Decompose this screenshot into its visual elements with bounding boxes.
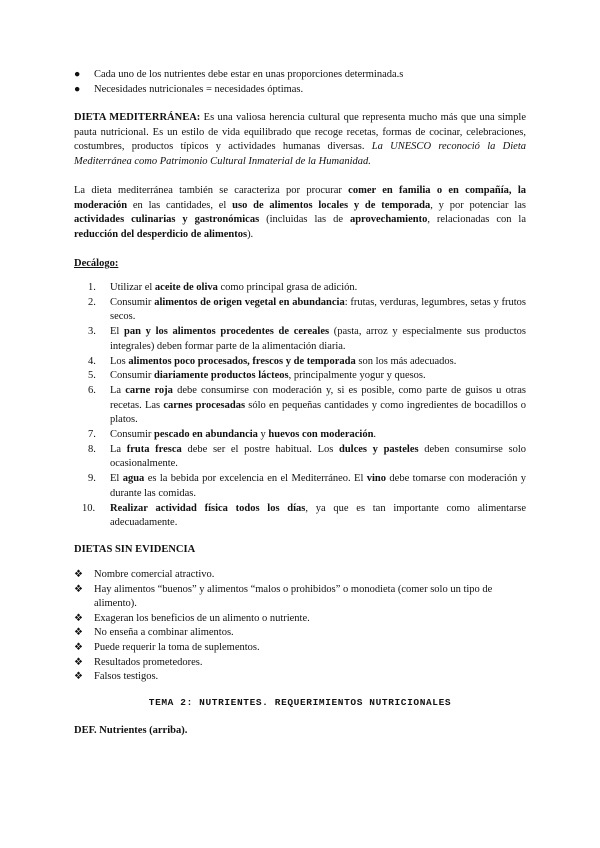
list-item bbox=[74, 443, 526, 472]
item-text: es la bebida por excelencia en el Mediterráneo. El bbox=[144, 473, 367, 485]
item-text: Consumir bbox=[110, 296, 155, 308]
paragraph-text: La dieta mediterránea también se caracteriza por procurar bbox=[74, 185, 349, 196]
bullet-icon: ● bbox=[74, 69, 81, 80]
item-number: 6. bbox=[88, 385, 96, 397]
emphasis: dulces y pasteles bbox=[339, 443, 419, 455]
item-number: 10. bbox=[82, 502, 96, 514]
item-text: La bbox=[110, 443, 127, 455]
list-item bbox=[74, 670, 534, 685]
intro-bullet-list bbox=[74, 68, 534, 97]
item-number: 8. bbox=[88, 443, 96, 455]
diamond-bullet-icon: ❖ bbox=[74, 627, 83, 639]
item-number: 4. bbox=[88, 355, 96, 367]
item-text: Consumir bbox=[110, 429, 155, 441]
item-text: La bbox=[110, 385, 126, 397]
list-item-text: Resultados prometedores. bbox=[94, 656, 203, 668]
item-text: deben consumirse solo ocasionalmente. bbox=[110, 443, 527, 470]
list-item bbox=[74, 612, 534, 627]
paragraph-text: Es una valiosa herencia cultural que representa mucho más que una simple pauta nutricional. Es un estilo de vida equilibrado que recoge recetas, formas de cocinar, celebraciones, costumbres, productos típicos y actividades humanas diversas. bbox=[74, 112, 527, 153]
emphasis: fruta fresca bbox=[126, 443, 182, 455]
emphasis: alimentos de origen vegetal en abundancia bbox=[154, 296, 345, 308]
decalogo-list bbox=[74, 281, 526, 531]
list-item bbox=[74, 626, 534, 641]
emphasis: vino bbox=[366, 473, 387, 485]
emphasis: actividades culinarias y gastronómicas bbox=[74, 214, 260, 226]
item-number: 1. bbox=[88, 282, 96, 293]
paragraph-text: (incluidas las de bbox=[259, 214, 350, 226]
list-item bbox=[74, 83, 534, 98]
item-text: como principal grasa de adición. bbox=[217, 282, 358, 293]
list-item bbox=[74, 369, 526, 384]
emphasis: aceite de oliva bbox=[154, 282, 218, 293]
list-item-text: Exageran los beneficios de un alimento o nutriente. bbox=[94, 612, 310, 624]
diamond-bullet-icon: ❖ bbox=[74, 656, 83, 668]
paragraph-text: ). bbox=[247, 228, 254, 240]
emphasis: diariamente productos lácteos bbox=[154, 370, 289, 382]
item-text: debe tomarse con moderación y durante las comidas. bbox=[110, 473, 526, 499]
item-text: Los bbox=[110, 355, 129, 367]
item-text: El bbox=[110, 473, 123, 485]
item-text: Consumir bbox=[110, 370, 155, 382]
diamond-bullet-icon: ❖ bbox=[74, 612, 83, 624]
diamond-bullet-icon: ❖ bbox=[74, 671, 83, 683]
list-item bbox=[74, 68, 534, 83]
list-item-text: Hay alimentos “buenos” y alimentos “malos o prohibidos” o monodieta (comer solo un tipo de alimento). bbox=[94, 583, 493, 610]
item-text: debe consumirse con moderación y, si es posible, como parte de guisos u otras recetas. Las bbox=[110, 385, 526, 411]
item-text: debe ser el postre habitual. Los bbox=[181, 443, 339, 455]
item-number: 9. bbox=[88, 473, 96, 485]
diamond-bullet-icon: ❖ bbox=[74, 583, 83, 595]
item-text: : frutas, verduras, legumbres, setas y frutos secos. bbox=[110, 296, 526, 323]
list-item-text: Nombre comercial atractivo. bbox=[94, 569, 215, 580]
emphasis: comer en familia o en compañía, la moderación bbox=[74, 185, 526, 211]
list-item-text: No enseña a combinar alimentos. bbox=[94, 627, 234, 639]
list-item bbox=[74, 656, 534, 671]
item-text: (pasta, arroz y especialmente sus productos integrales) deben formar parte de la alimentación diaria. bbox=[110, 326, 526, 352]
list-item bbox=[74, 325, 526, 354]
emphasis: uso de alimentos locales y de temporada bbox=[232, 199, 431, 211]
item-text: y bbox=[257, 429, 269, 441]
list-item bbox=[74, 281, 526, 296]
list-item bbox=[74, 355, 526, 370]
item-number: 3. bbox=[88, 326, 96, 338]
list-item-text: Necesidades nutricionales = necesidades óptimas. bbox=[94, 83, 304, 95]
tema-heading: TEMA 2: NUTRIENTES. REQUERIMIENTOS NUTRICIONALES bbox=[148, 697, 452, 708]
diamond-bullet-icon: ❖ bbox=[74, 641, 83, 653]
item-text: . bbox=[373, 429, 377, 441]
dieta-mediterranea-label: DIETA MEDITERRÁNEA: bbox=[74, 112, 201, 123]
list-item bbox=[74, 568, 534, 583]
list-item bbox=[74, 296, 526, 325]
decalogo-heading: Decálogo: bbox=[74, 258, 119, 269]
sin-evidencia-list bbox=[74, 568, 534, 685]
emphasis: alimentos poco procesados, frescos y de temporada bbox=[128, 355, 356, 367]
item-text: sólo en pequeñas cantidades y como ingredientes de bocadillos o platos. bbox=[110, 399, 526, 426]
bullet-icon: ● bbox=[74, 83, 81, 95]
paragraph-text: en las cantidades, el bbox=[127, 199, 233, 211]
def-nutrientes-heading: DEF. Nutrientes (arriba). bbox=[74, 725, 188, 736]
emphasis: pescado en abundancia bbox=[154, 429, 258, 441]
item-text: son los más adecuados. bbox=[355, 355, 457, 367]
emphasis: huevos con moderación bbox=[268, 429, 374, 441]
item-text: Utilizar el bbox=[110, 282, 155, 293]
emphasis: Realizar actividad física todos los días bbox=[110, 502, 306, 514]
item-text: , ya que es tan importante como alimentarse adecuadamente. bbox=[110, 502, 526, 529]
item-number: 7. bbox=[88, 429, 96, 441]
list-item-text: Falsos testigos. bbox=[94, 671, 159, 683]
item-number: 2. bbox=[88, 296, 96, 308]
emphasis: carnes procesadas bbox=[163, 399, 246, 411]
dieta-mediterranea-paragraph bbox=[74, 111, 526, 169]
list-item bbox=[74, 472, 526, 501]
paragraph-text: , relacionadas con la bbox=[427, 214, 527, 226]
list-item bbox=[74, 428, 526, 443]
unesco-note: La UNESCO reconoció la Dieta Mediterránea como Patrimonio Cultural Inmaterial de la Humanidad. bbox=[74, 141, 527, 167]
list-item-text: Cada uno de los nutrientes debe estar en unas proporciones determinada.s bbox=[94, 69, 404, 80]
emphasis: agua bbox=[122, 473, 145, 485]
item-number: 5. bbox=[88, 370, 96, 382]
emphasis: carne roja bbox=[125, 385, 173, 397]
emphasis: pan y los alimentos procedentes de cereales bbox=[124, 326, 330, 338]
list-item bbox=[74, 384, 526, 428]
list-item bbox=[74, 583, 534, 612]
emphasis: aprovechamiento bbox=[349, 214, 428, 226]
diamond-bullet-icon: ❖ bbox=[74, 569, 83, 580]
dietas-sin-evidencia-heading: DIETAS SIN EVIDENCIA bbox=[74, 544, 196, 555]
list-item bbox=[74, 641, 534, 656]
paragraph-text: , y por potenciar las bbox=[430, 199, 527, 211]
item-text: El bbox=[110, 326, 125, 338]
list-item-text: Puede requerir la toma de suplementos. bbox=[94, 641, 260, 653]
characteristics-paragraph bbox=[74, 184, 526, 242]
list-item bbox=[74, 502, 526, 531]
item-text: , principalmente yogur y quesos. bbox=[288, 370, 426, 382]
emphasis: reducción del desperdicio de alimentos bbox=[74, 228, 248, 240]
